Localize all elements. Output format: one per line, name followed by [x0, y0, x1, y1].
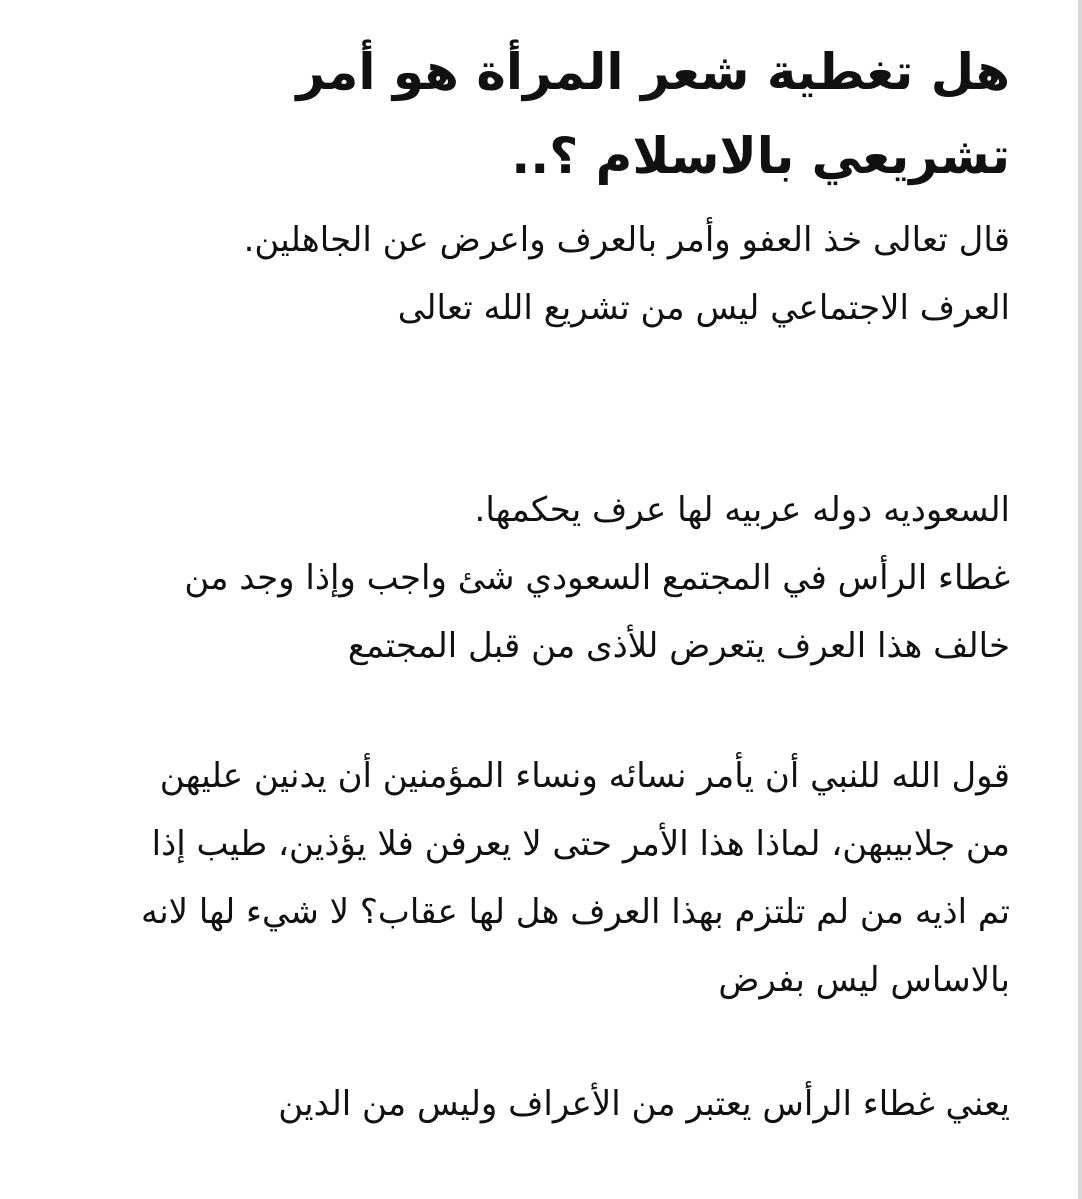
paragraph-spacer	[90, 680, 1010, 742]
text-line: بالاساس ليس بفرض	[718, 960, 1010, 1000]
text-line: غطاء الرأس في المجتمع السعودي شئ واجب وإذا وجد من	[184, 558, 1010, 598]
paragraph-spacer	[90, 1014, 1010, 1070]
text-line: من جلابيبهن، لماذا هذا الأمر حتى لا يعرفن فلا يؤذين، طيب إذا	[151, 824, 1010, 864]
right-edge-divider	[1078, 0, 1082, 1199]
article-title	[90, 30, 1010, 198]
title-line: هل تغطية شعر المرأة هو أمر	[296, 43, 1010, 101]
text-line: قال تعالى خذ العفو وأمر بالعرف واعرض عن الجاهلين.	[243, 220, 1010, 260]
title-line: تشريعي بالاسلام ؟..	[511, 127, 1010, 185]
paragraph-2	[90, 476, 1010, 680]
text-line: يعني غطاء الرأس يعتبر من الأعراف وليس من الدين	[278, 1084, 1010, 1124]
text-line: قول الله للنبي أن يأمر نسائه ونساء المؤمنين أن يدنين عليهن	[159, 756, 1010, 796]
text-line: السعوديه دوله عربيه لها عرف يحكمها.	[474, 490, 1010, 530]
text-line: خالف هذا العرف يتعرض للأذى من قبل المجتمع	[347, 626, 1010, 666]
article-body	[90, 30, 1010, 1138]
paragraph-1	[90, 206, 1010, 342]
text-line: العرف الاجتماعي ليس من تشريع الله تعالى	[397, 288, 1010, 328]
paragraph-3	[90, 742, 1010, 1014]
paragraph-spacer	[90, 342, 1010, 476]
paragraph-4	[90, 1070, 1010, 1138]
text-line: تم اذيه من لم تلتزم بهذا العرف هل لها عقاب؟ لا شيء لها لانه	[140, 892, 1010, 932]
